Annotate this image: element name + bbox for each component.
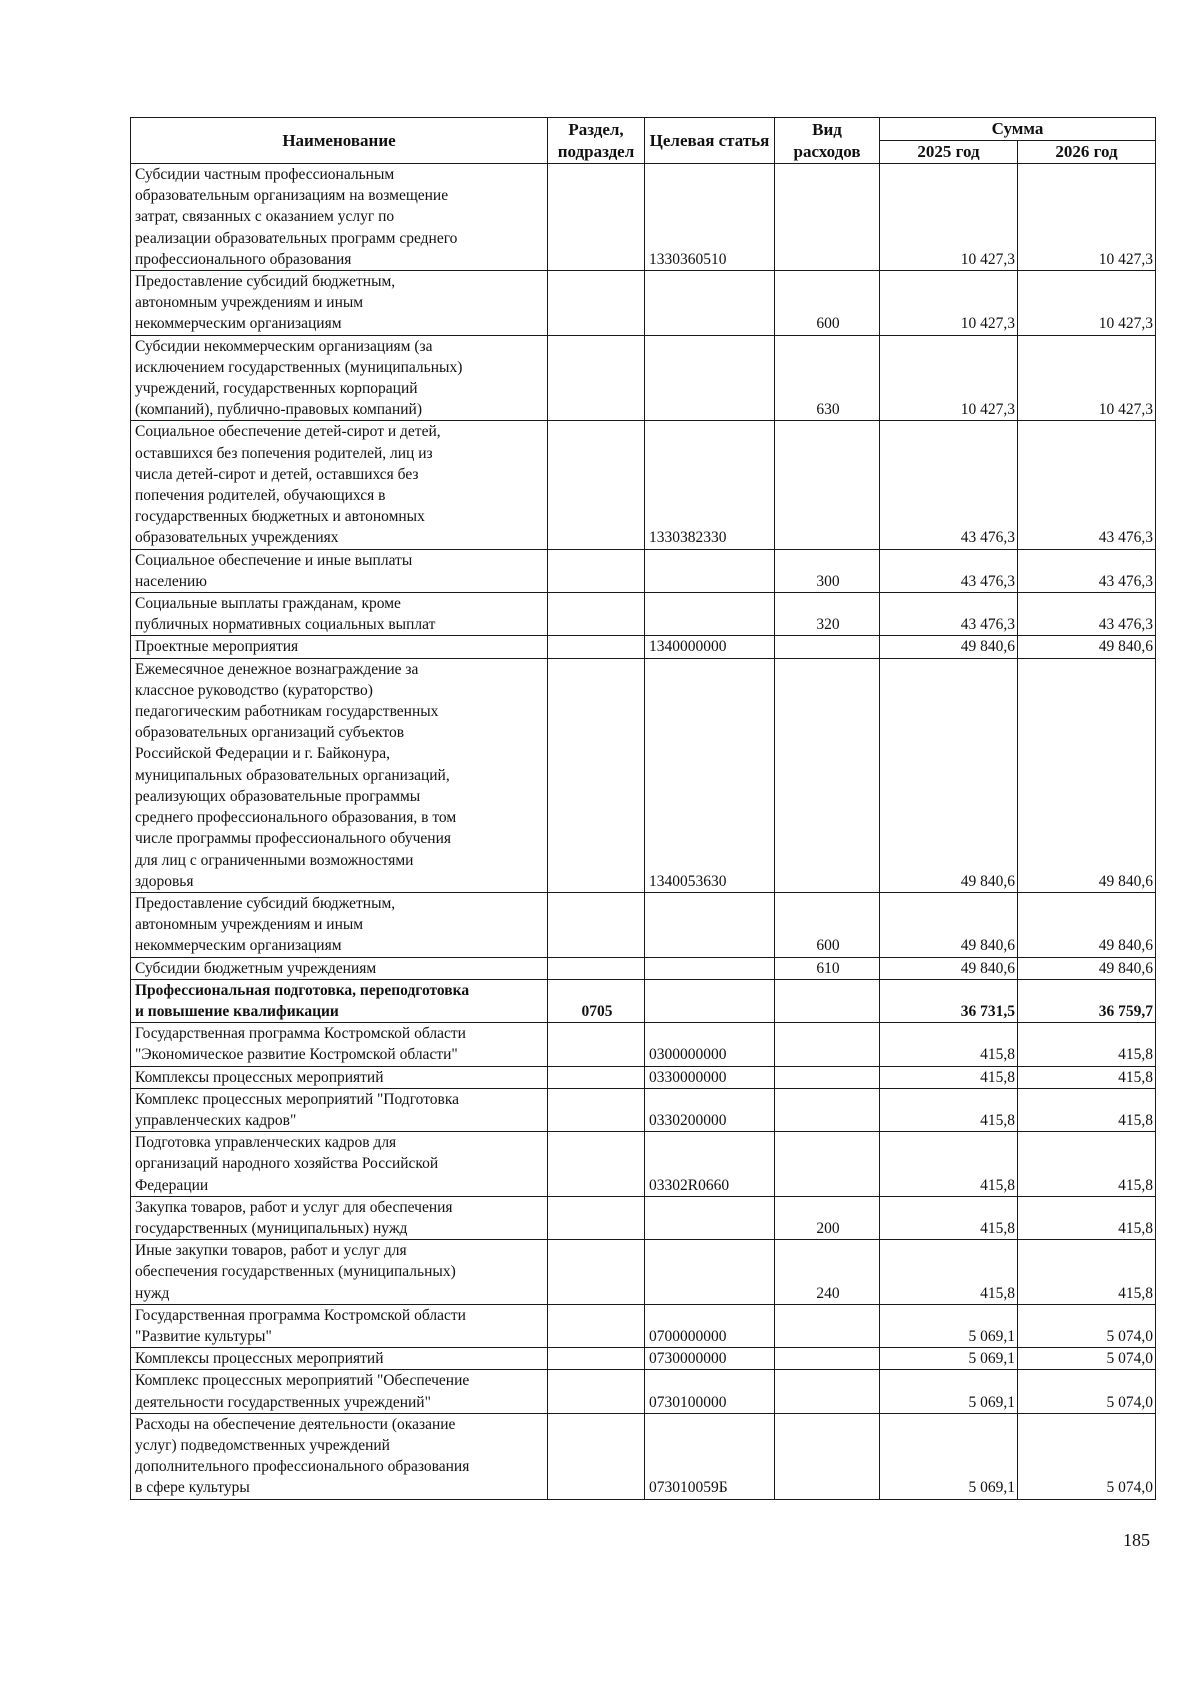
cell-section [548, 421, 645, 549]
cell-target [645, 335, 775, 421]
cell-name: Подготовка управленческих кадров для организаций народного хозяйства Российской Федерации [131, 1132, 548, 1197]
cell-expense-type: 630 [775, 335, 880, 421]
cell-target [645, 549, 775, 592]
cell-sum-2025: 415,8 [880, 1196, 1018, 1239]
cell-target: 03302R0660 [645, 1132, 775, 1197]
cell-expense-type [775, 1132, 880, 1197]
cell-section [548, 593, 645, 636]
cell-target: 0330000000 [645, 1066, 775, 1088]
cell-sum-2026: 36 759,7 [1018, 979, 1156, 1022]
cell-section [548, 164, 645, 271]
cell-target [645, 1240, 775, 1305]
cell-expense-type [775, 1304, 880, 1347]
table-row [131, 1023, 1156, 1066]
cell-target: 0300000000 [645, 1023, 775, 1066]
header-year-2025: 2025 год [880, 141, 1018, 164]
cell-expense-type [775, 636, 880, 658]
cell-name: Комплекс процессных мероприятий "Подготовка управленческих кадров" [131, 1088, 548, 1131]
cell-name: Комплексы процессных мероприятий [131, 1066, 548, 1088]
cell-expense-type [775, 1023, 880, 1066]
table-row [131, 549, 1156, 592]
cell-expense-type [775, 1370, 880, 1413]
cell-expense-type [775, 1066, 880, 1088]
table-row [131, 957, 1156, 979]
cell-target: 1330360510 [645, 164, 775, 271]
table-row [131, 1066, 1156, 1088]
cell-name: Социальное обеспечение детей-сирот и детей, оставшихся без попечения родителей, лиц из числа детей-сирот и детей, оставшихся без попечения родителей, обучающихся в государственных бюджетных и автономных образовательных учреждениях [131, 421, 548, 549]
cell-sum-2025: 49 840,6 [880, 957, 1018, 979]
cell-section [548, 1240, 645, 1305]
cell-section [548, 1196, 645, 1239]
cell-target [645, 593, 775, 636]
table-row [131, 335, 1156, 421]
table-row [131, 1088, 1156, 1131]
cell-sum-2025: 10 427,3 [880, 271, 1018, 336]
cell-name: Государственная программа Костромской области "Экономическое развитие Костромской области" [131, 1023, 548, 1066]
table-row [131, 1240, 1156, 1305]
budget-table [130, 117, 1156, 1500]
cell-section [548, 1348, 645, 1370]
table-row [131, 1348, 1156, 1370]
cell-sum-2025: 415,8 [880, 1023, 1018, 1066]
cell-section [548, 271, 645, 336]
cell-name: Закупка товаров, работ и услуг для обеспечения государственных (муниципальных) нужд [131, 1196, 548, 1239]
table-row [131, 1132, 1156, 1197]
cell-name: Социальное обеспечение и иные выплаты населению [131, 549, 548, 592]
cell-section [548, 335, 645, 421]
table-row [131, 892, 1156, 957]
cell-expense-type [775, 421, 880, 549]
cell-target [645, 1196, 775, 1239]
cell-sum-2025: 49 840,6 [880, 636, 1018, 658]
cell-target [645, 271, 775, 336]
cell-target: 1330382330 [645, 421, 775, 549]
table-row [131, 164, 1156, 271]
cell-expense-type: 300 [775, 549, 880, 592]
header-year-2026: 2026 год [1018, 141, 1156, 164]
cell-name: Социальные выплаты гражданам, кроме публичных нормативных социальных выплат [131, 593, 548, 636]
cell-expense-type [775, 164, 880, 271]
cell-sum-2026: 5 074,0 [1018, 1413, 1156, 1499]
cell-sum-2025: 49 840,6 [880, 892, 1018, 957]
table-row [131, 658, 1156, 892]
cell-target [645, 957, 775, 979]
cell-name: Ежемесячное денежное вознаграждение за классное руководство (кураторство) педагогическим работникам государственных образовательных организаций субъектов Российской Федерации и г. Байконура, муниципальных образовательных организаций, реализующих образовательные программы среднего профессионального образования, в том числе программы профессионального обучения для лиц с ограниченными возможностями здоровья [131, 658, 548, 892]
header-name: Наименование [131, 118, 548, 164]
cell-expense-type [775, 658, 880, 892]
cell-sum-2025: 5 069,1 [880, 1370, 1018, 1413]
cell-expense-type [775, 1088, 880, 1131]
cell-target [645, 979, 775, 1022]
table-row [131, 1413, 1156, 1499]
cell-sum-2025: 5 069,1 [880, 1413, 1018, 1499]
page-number: 185 [1123, 1530, 1150, 1550]
cell-target: 0730100000 [645, 1370, 775, 1413]
table-row [131, 421, 1156, 549]
cell-sum-2026: 415,8 [1018, 1088, 1156, 1131]
cell-target: 1340053630 [645, 658, 775, 892]
header-section: Раздел, подраздел [548, 118, 645, 164]
cell-sum-2025: 10 427,3 [880, 335, 1018, 421]
cell-target: 1340000000 [645, 636, 775, 658]
cell-expense-type: 600 [775, 892, 880, 957]
cell-sum-2025: 43 476,3 [880, 549, 1018, 592]
cell-sum-2026: 49 840,6 [1018, 957, 1156, 979]
cell-section: 0705 [548, 979, 645, 1022]
cell-expense-type: 610 [775, 957, 880, 979]
table-row [131, 271, 1156, 336]
cell-sum-2026: 49 840,6 [1018, 636, 1156, 658]
cell-name: Иные закупки товаров, работ и услуг для обеспечения государственных (муниципальных) нужд [131, 1240, 548, 1305]
cell-name: Комплексы процессных мероприятий [131, 1348, 548, 1370]
cell-name: Расходы на обеспечение деятельности (оказание услуг) подведомственных учреждений дополнительного профессионального образования в сфере культуры [131, 1413, 548, 1499]
header-sum: Сумма [880, 118, 1156, 141]
cell-sum-2025: 49 840,6 [880, 658, 1018, 892]
table-row [131, 979, 1156, 1022]
table-row [131, 593, 1156, 636]
cell-section [548, 1132, 645, 1197]
cell-name: Предоставление субсидий бюджетным, автономным учреждениям и иным некоммерческим организациям [131, 892, 548, 957]
cell-section [548, 1023, 645, 1066]
cell-sum-2026: 43 476,3 [1018, 593, 1156, 636]
cell-sum-2026: 415,8 [1018, 1066, 1156, 1088]
cell-sum-2026: 10 427,3 [1018, 164, 1156, 271]
cell-sum-2026: 415,8 [1018, 1196, 1156, 1239]
cell-expense-type: 600 [775, 271, 880, 336]
cell-name: Государственная программа Костромской области "Развитие культуры" [131, 1304, 548, 1347]
table-row [131, 1304, 1156, 1347]
cell-expense-type: 240 [775, 1240, 880, 1305]
header-expense-type: Вид расходов [775, 118, 880, 164]
cell-section [548, 892, 645, 957]
cell-name: Субсидии частным профессиональным образовательным организациям на возмещение затрат, связанных с оказанием услуг по реализации образовательных программ среднего профессионального образования [131, 164, 548, 271]
cell-sum-2025: 5 069,1 [880, 1304, 1018, 1347]
cell-expense-type [775, 979, 880, 1022]
cell-sum-2026: 5 074,0 [1018, 1304, 1156, 1347]
cell-sum-2026: 5 074,0 [1018, 1370, 1156, 1413]
cell-sum-2025: 5 069,1 [880, 1348, 1018, 1370]
table-row [131, 636, 1156, 658]
cell-expense-type [775, 1348, 880, 1370]
cell-target: 073010059Б [645, 1413, 775, 1499]
cell-target: 0730000000 [645, 1348, 775, 1370]
cell-name: Проектные мероприятия [131, 636, 548, 658]
cell-section [548, 658, 645, 892]
cell-sum-2025: 36 731,5 [880, 979, 1018, 1022]
cell-sum-2025: 415,8 [880, 1066, 1018, 1088]
cell-name: Профессиональная подготовка, переподготовка и повышение квалификации [131, 979, 548, 1022]
cell-section [548, 549, 645, 592]
cell-name: Субсидии бюджетным учреждениям [131, 957, 548, 979]
cell-sum-2025: 43 476,3 [880, 593, 1018, 636]
cell-name: Субсидии некоммерческим организациям (за исключением государственных (муниципальных) учреждений, государственных корпораций (компаний), публично-правовых компаний) [131, 335, 548, 421]
cell-sum-2025: 415,8 [880, 1240, 1018, 1305]
cell-section [548, 957, 645, 979]
cell-section [548, 1066, 645, 1088]
cell-section [548, 1413, 645, 1499]
table-row [131, 1370, 1156, 1413]
table-header [131, 118, 1156, 164]
cell-sum-2026: 415,8 [1018, 1240, 1156, 1305]
cell-name: Предоставление субсидий бюджетным, автономным учреждениям и иным некоммерческим организациям [131, 271, 548, 336]
cell-section [548, 1088, 645, 1131]
cell-sum-2025: 415,8 [880, 1132, 1018, 1197]
cell-sum-2026: 415,8 [1018, 1023, 1156, 1066]
cell-sum-2026: 10 427,3 [1018, 271, 1156, 336]
cell-target: 0700000000 [645, 1304, 775, 1347]
cell-expense-type: 200 [775, 1196, 880, 1239]
cell-sum-2026: 5 074,0 [1018, 1348, 1156, 1370]
cell-sum-2026: 49 840,6 [1018, 892, 1156, 957]
cell-sum-2026: 49 840,6 [1018, 658, 1156, 892]
cell-sum-2026: 415,8 [1018, 1132, 1156, 1197]
header-target: Целевая статья [645, 118, 775, 164]
cell-target [645, 892, 775, 957]
cell-name: Комплекс процессных мероприятий "Обеспечение деятельности государственных учреждений" [131, 1370, 548, 1413]
cell-section [548, 636, 645, 658]
cell-sum-2026: 43 476,3 [1018, 421, 1156, 549]
cell-expense-type [775, 1413, 880, 1499]
cell-section [548, 1304, 645, 1347]
cell-sum-2025: 415,8 [880, 1088, 1018, 1131]
cell-expense-type: 320 [775, 593, 880, 636]
cell-sum-2025: 43 476,3 [880, 421, 1018, 549]
cell-section [548, 1370, 645, 1413]
cell-target: 0330200000 [645, 1088, 775, 1131]
cell-sum-2026: 10 427,3 [1018, 335, 1156, 421]
table-body [131, 164, 1156, 1500]
cell-sum-2026: 43 476,3 [1018, 549, 1156, 592]
table-row [131, 1196, 1156, 1239]
cell-sum-2025: 10 427,3 [880, 164, 1018, 271]
